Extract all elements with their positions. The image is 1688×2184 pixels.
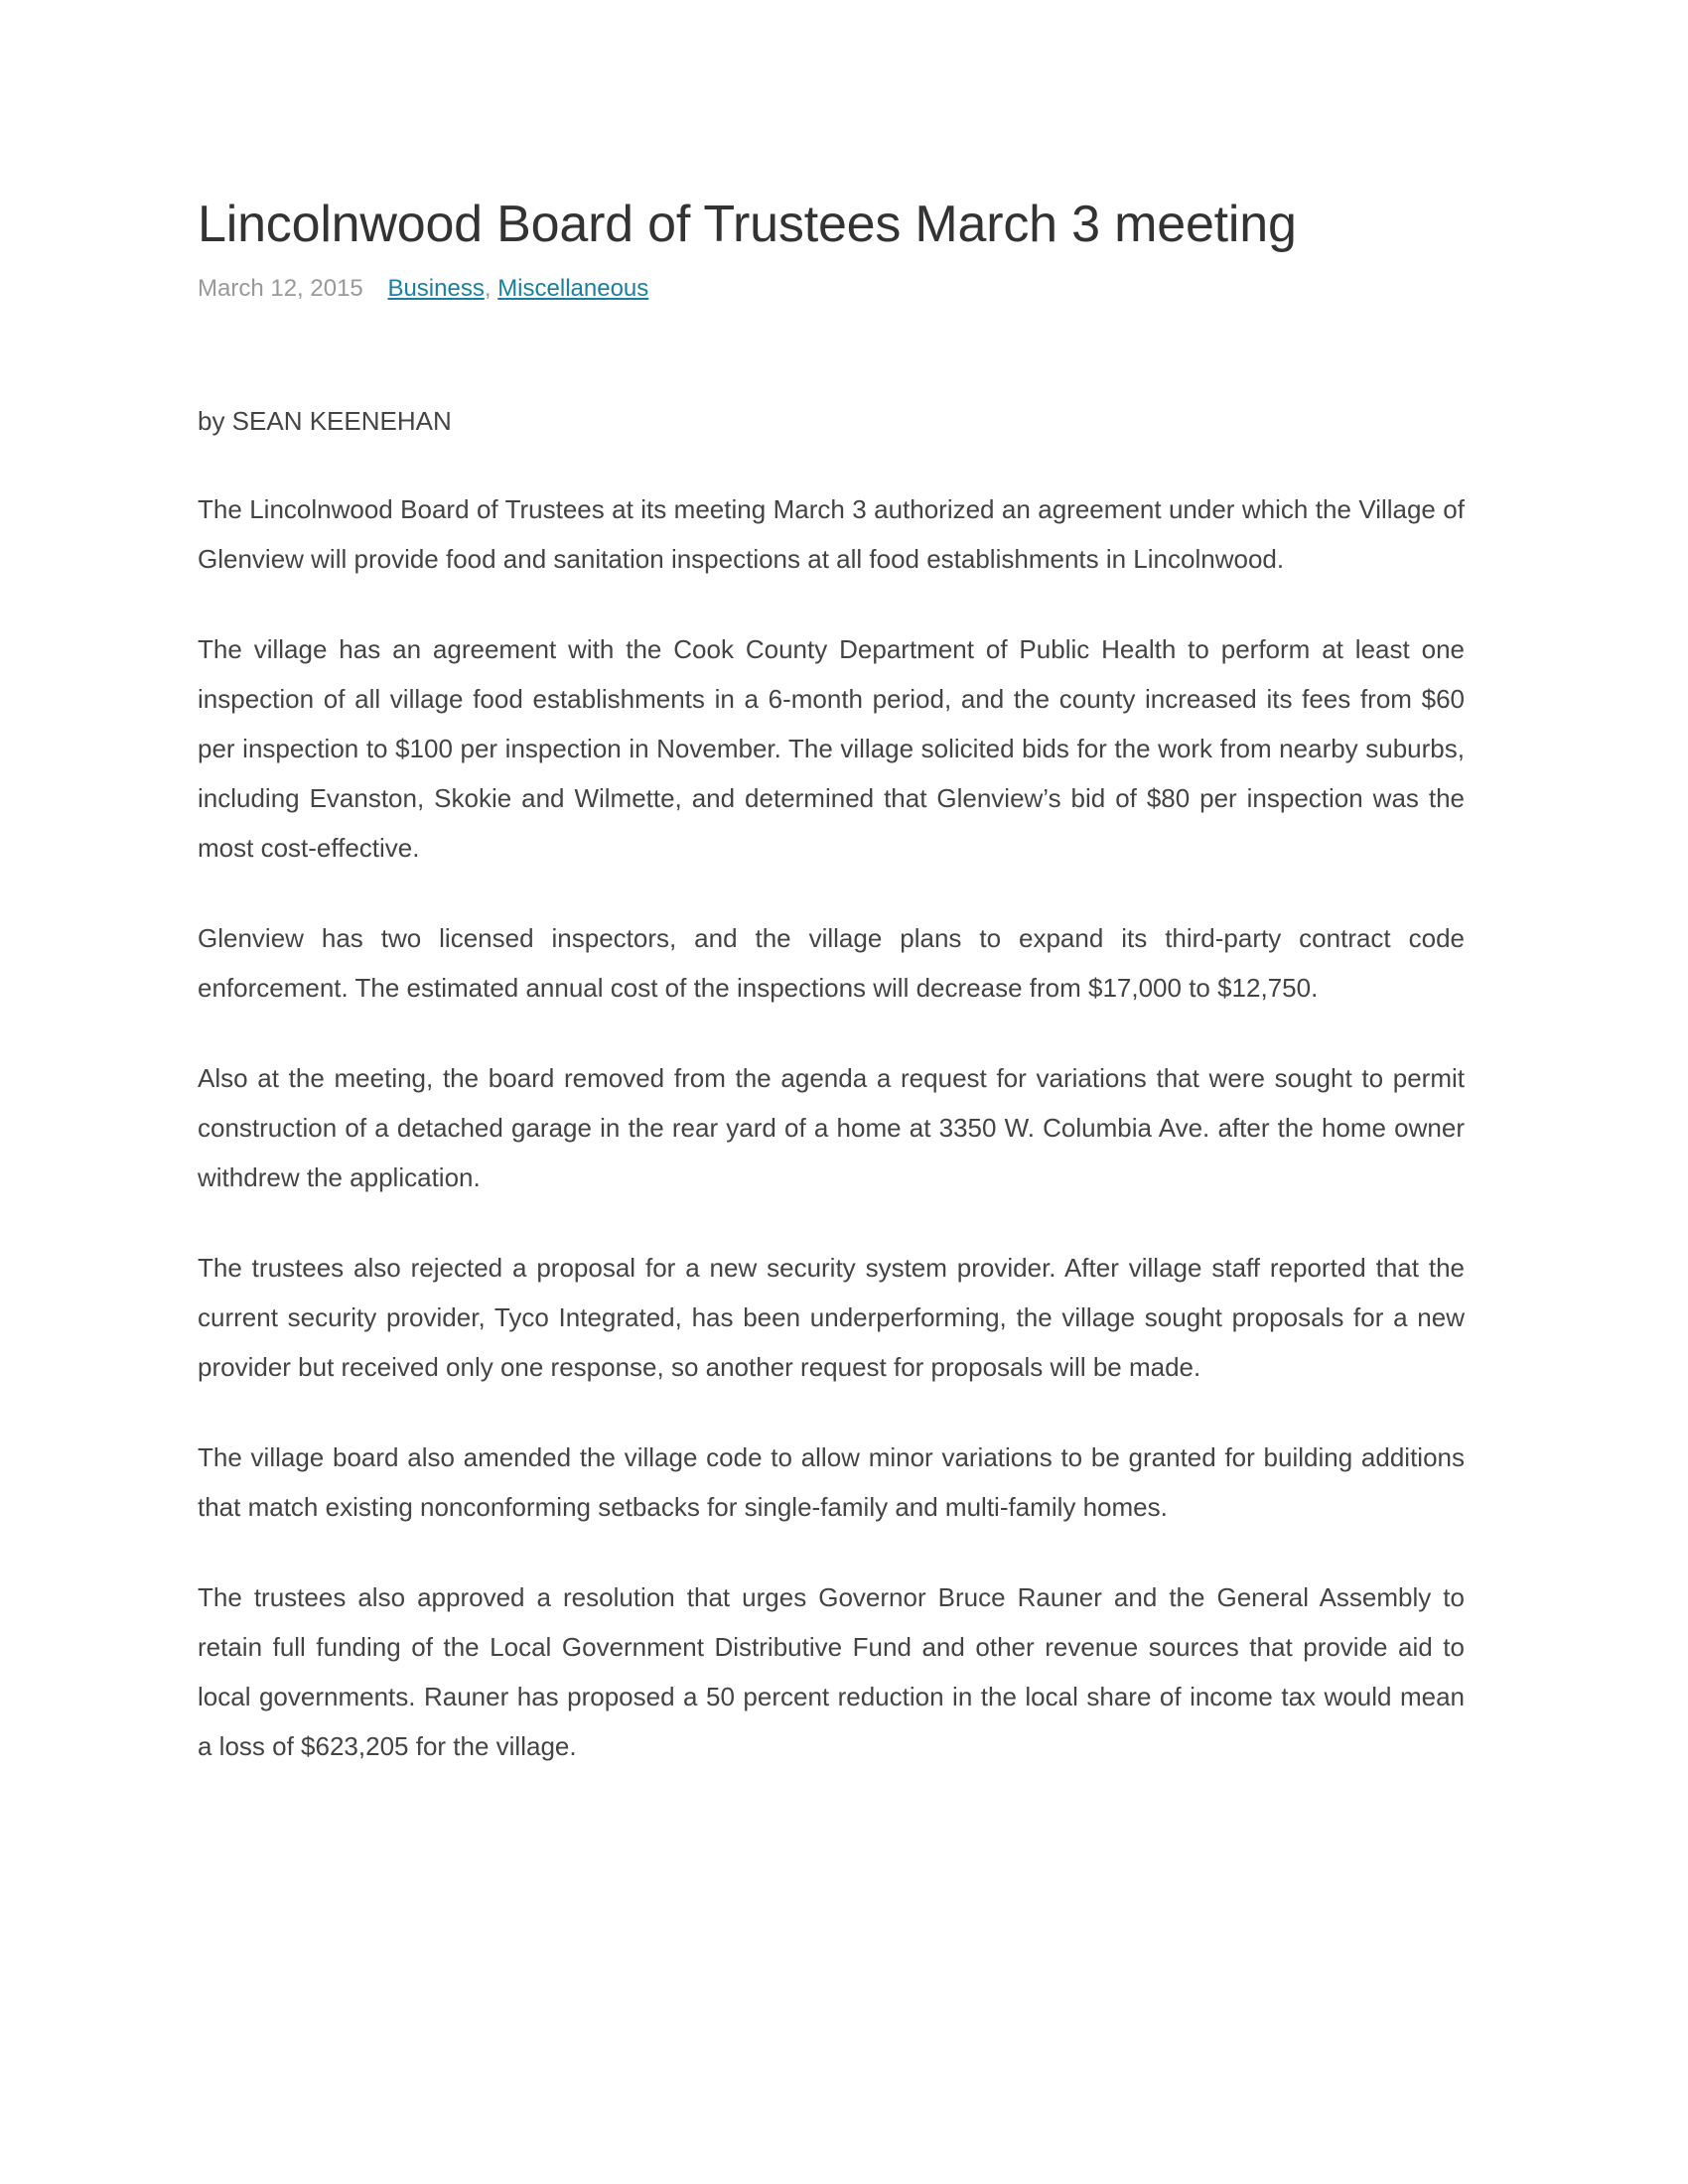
article-body — [198, 484, 1465, 1771]
category-link-miscellaneous[interactable]: Miscellaneous — [497, 275, 649, 303]
article — [198, 194, 1465, 1812]
category-link-business[interactable]: Business — [387, 275, 485, 303]
post-date: March 12, 2015 — [198, 275, 363, 303]
paragraph: The trustees also approved a resolution that urges Governor Bruce Rauner and the General Assembly to retain full funding of the Local Government Distributive Fund and other revenue sources that provide aid to local governments. Rauner has proposed a 50 percent reduction in the local share of income tax would mean a loss of $623,205 for the village. — [198, 1581, 1465, 1761]
paragraph: Glenview has two licensed inspectors, and the village plans to expand its third-party contract code enforcement. The estimated annual cost of the inspections will decrease from $17,000 to $12,750. — [198, 922, 1465, 1003]
paragraph: The village has an agreement with the Cook County Department of Public Health to perform at least one inspection of all village food establishments in a 6-month period, and the county increased its fees from $60 per inspection to $100 per inspection in November. The village solicited bids for the work from nearby suburbs, including Evanston, Skokie and Wilmette, and determined that Glenview’s bid of $80 per inspection was the most cost-effective. — [198, 633, 1465, 863]
post-meta — [198, 275, 1465, 304]
paragraph: The trustees also rejected a proposal for a new security system provider. After village staff reported that the current security provider, Tyco Integrated, has been underperforming, the village sought proposals for a new provider but received only one response, so another request for proposals will be made. — [198, 1252, 1465, 1382]
paragraph: The village board also amended the village code to allow minor variations to be granted for building additions that match existing nonconforming setbacks for single-family and multi-family homes. — [198, 1441, 1465, 1522]
byline: by SEAN KEENEHAN — [198, 406, 452, 437]
category-separator: , — [484, 275, 492, 303]
paragraph: The Lincolnwood Board of Trustees at its meeting March 3 authorized an agreement under which the Village of Glenview will provide food and sanitation inspections at all food establishments in Lincolnwood. — [198, 493, 1465, 574]
page-title: Lincolnwood Board of Trustees March 3 meeting — [198, 196, 1297, 253]
paragraph: Also at the meeting, the board removed from the agenda a request for variations that were sought to permit construction of a detached garage in the rear yard of a home at 3350 W. Columbia Ave. after the home owner withdrew the application. — [198, 1062, 1465, 1192]
